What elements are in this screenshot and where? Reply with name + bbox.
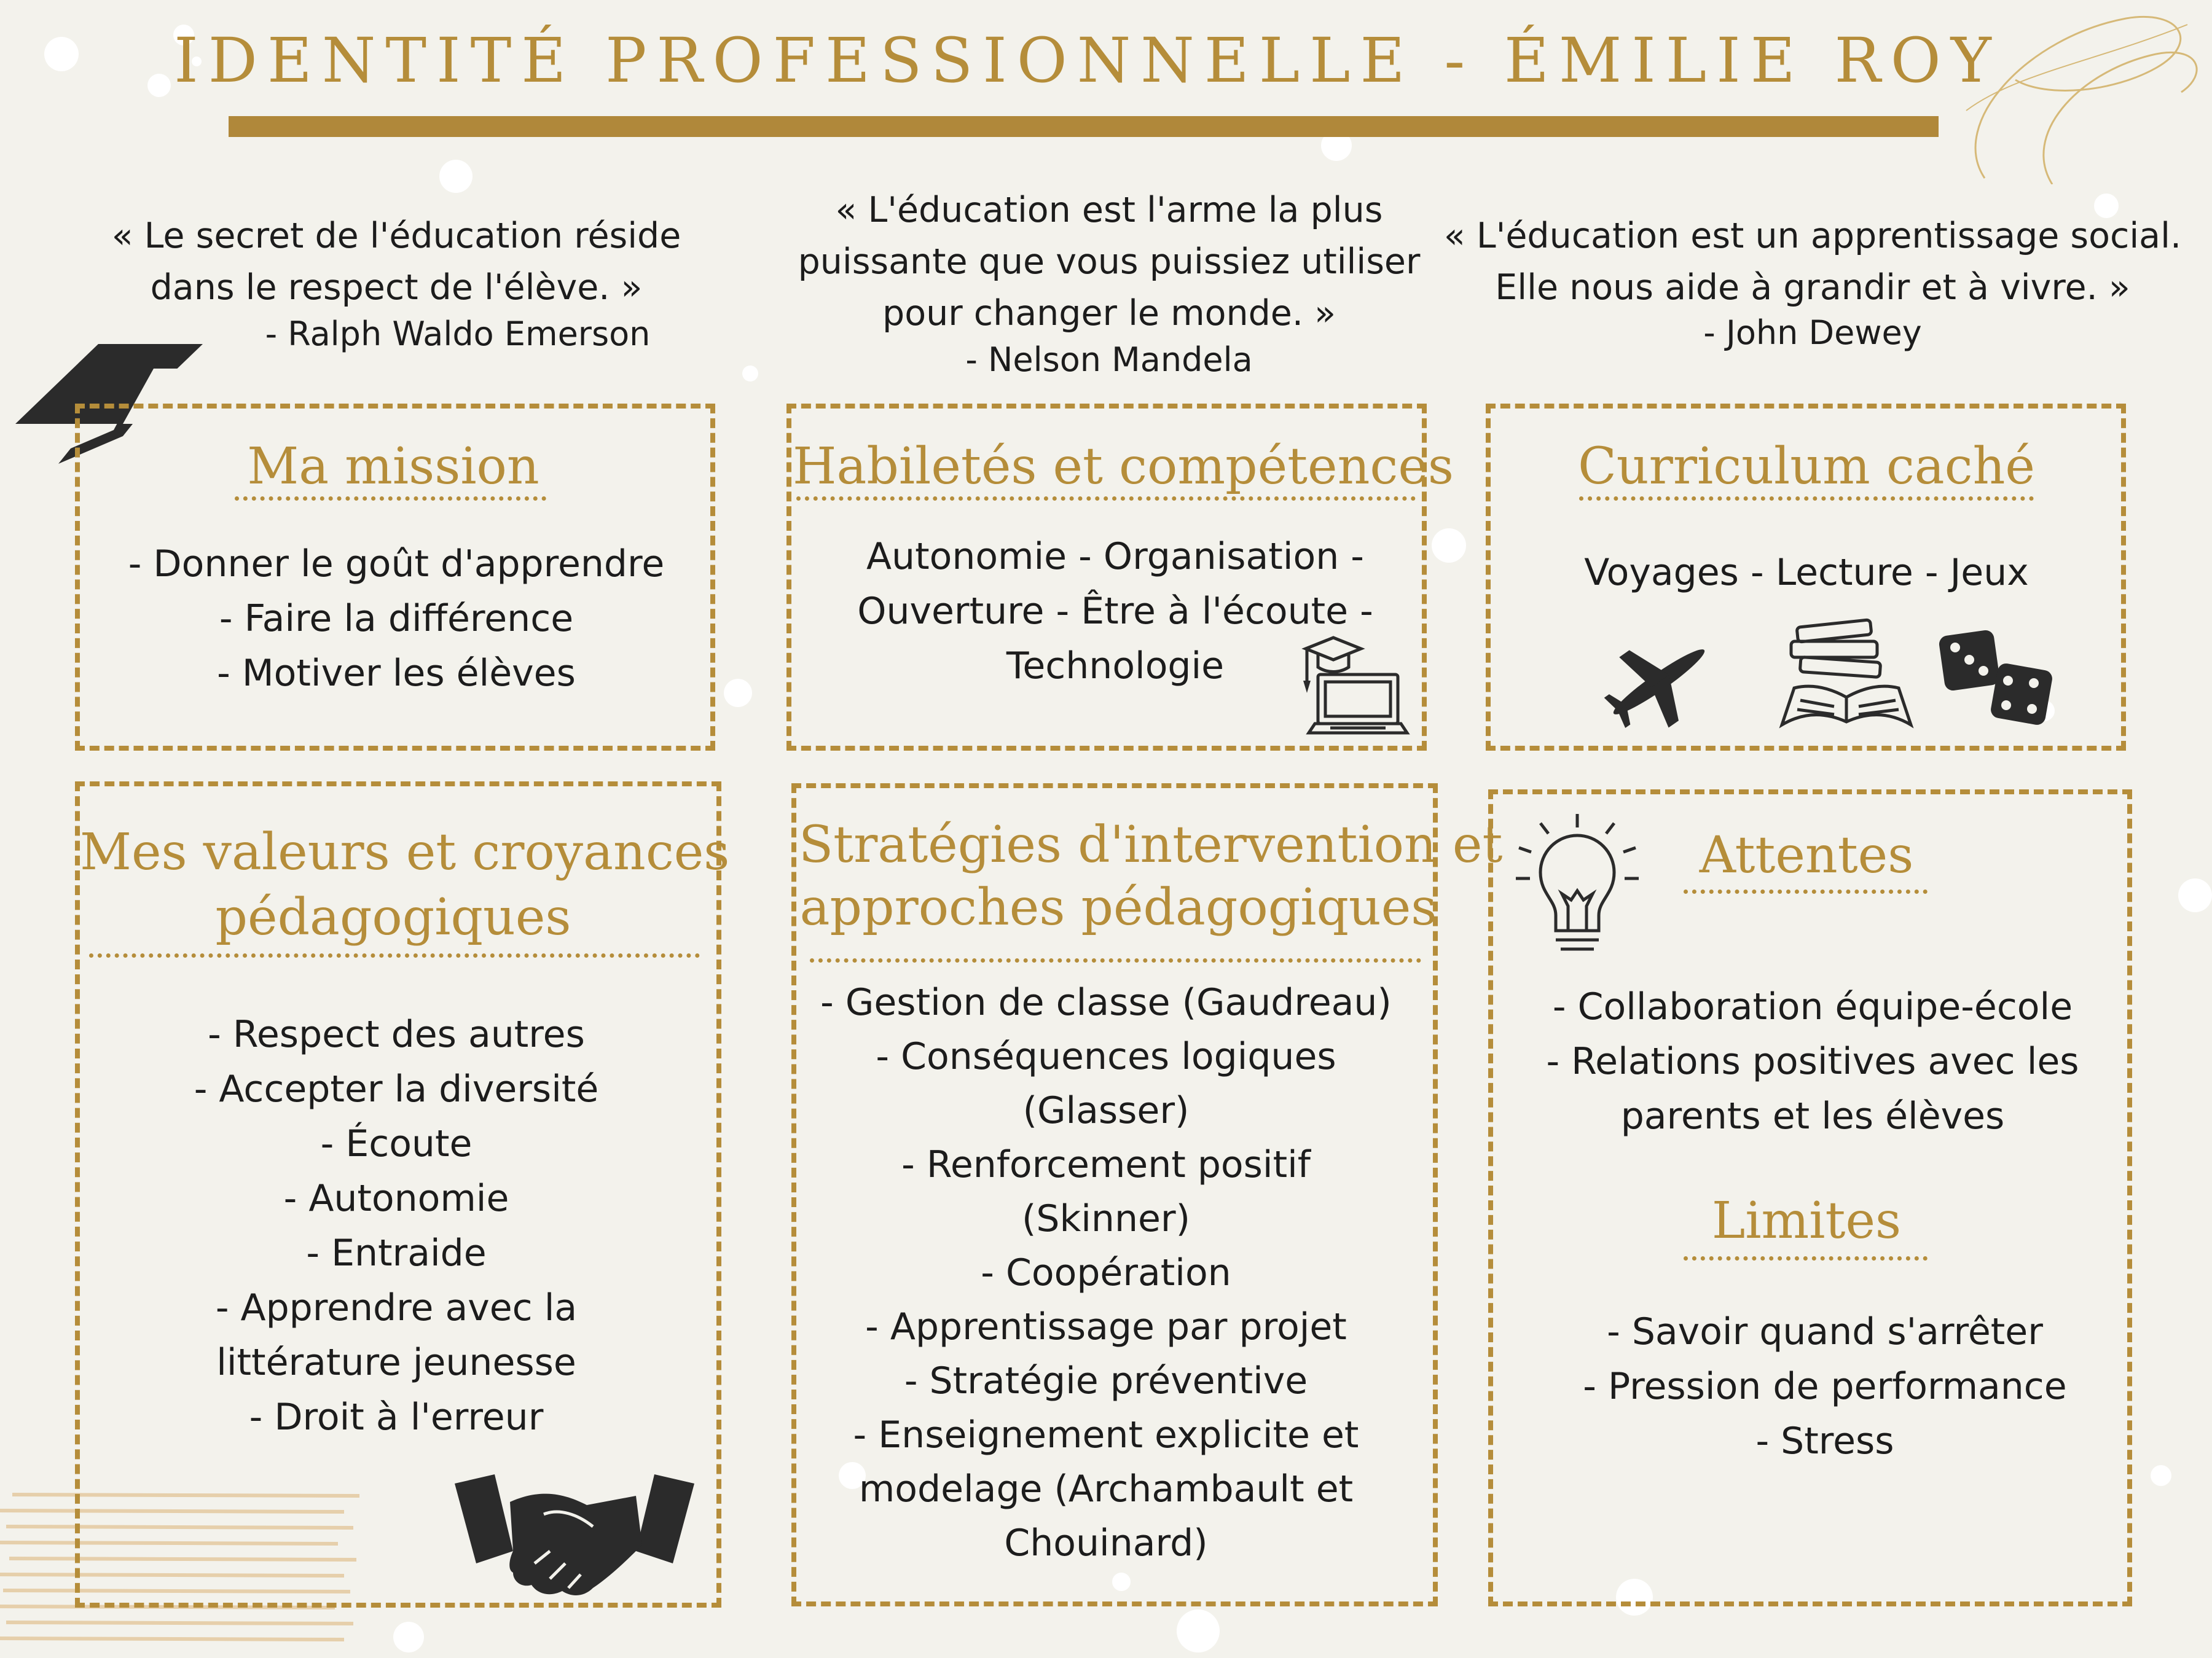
list-item: Autonomie - Organisation -	[866, 535, 1364, 578]
books-icon	[1776, 614, 1917, 737]
mission-list	[80, 537, 713, 701]
decorative-dot	[2178, 878, 2212, 912]
list-item: - Relations positives avec les	[1546, 1040, 2079, 1083]
list-item: modelage (Archambault et	[858, 1468, 1354, 1511]
limites-title-underline	[1684, 1256, 1928, 1261]
airplane-icon	[1598, 620, 1720, 743]
list-item: (Skinner)	[1022, 1197, 1190, 1240]
list-item: - Savoir quand s'arrêter	[1607, 1310, 2043, 1353]
valeurs-title-underline	[89, 953, 700, 958]
list-item: - Droit à l'erreur	[249, 1396, 544, 1439]
strategies-list	[793, 976, 1419, 1570]
decorative-dot	[1177, 1609, 1220, 1652]
list-item: - Stress	[1755, 1420, 1894, 1463]
list-item: - Apprendre avec la	[215, 1286, 578, 1329]
quote-line: pour changer le monde. »	[882, 293, 1336, 334]
list-item: - Entraide	[306, 1232, 487, 1275]
list-item: - Collaboration équipe-école	[1552, 985, 2073, 1028]
quote-line: puissante que vous puissiez utiliser	[798, 241, 1421, 282]
quote-dewey	[1432, 210, 2194, 359]
list-item: Ouverture - Être à l'écoute -	[857, 590, 1373, 633]
strategies-title	[799, 814, 1503, 939]
strategies-title-line: approches pédagogiques	[799, 878, 1437, 937]
curriculum-title: Curriculum caché	[1578, 437, 2035, 496]
page-title: IDENTITÉ PROFESSIONNELLE - ÉMILIE ROY	[174, 25, 2001, 96]
mission-title: Ma mission	[247, 437, 539, 496]
list-item: - Écoute	[320, 1122, 473, 1165]
mission-title-underline	[235, 496, 546, 501]
strategies-title-line: Stratégies d'intervention et	[799, 816, 1503, 874]
quote-author: - Nelson Mandela	[965, 340, 1253, 379]
list-item: - Faire la différence	[219, 597, 574, 640]
quote-line: Elle nous aide à grandir et à vivre. »	[1495, 267, 2130, 308]
decorative-dot	[2151, 1465, 2171, 1486]
list-item: Voyages - Lecture - Jeux	[1584, 551, 2029, 594]
competences-title-underline	[796, 496, 1416, 501]
list-item: littérature jeunesse	[216, 1341, 576, 1384]
title-underline-bar	[229, 116, 1939, 137]
list-item: - Autonomie	[283, 1177, 509, 1220]
list-item: - Accepter la diversité	[194, 1068, 599, 1111]
valeurs-list	[80, 1007, 713, 1445]
list-item: - Enseignement explicite et	[853, 1414, 1359, 1457]
list-item: - Gestion de classe (Gaudreau)	[820, 981, 1392, 1024]
quote-mandela	[771, 184, 1447, 386]
attentes-list	[1493, 980, 2132, 1144]
list-item: - Apprentissage par projet	[865, 1305, 1347, 1348]
valeurs-title-line: pédagogiques	[215, 888, 571, 947]
dice-icon	[1936, 627, 2058, 731]
list-item: - Pression de performance	[1583, 1365, 2067, 1408]
valeurs-title-line: Mes valeurs et croyances	[80, 823, 730, 882]
decorative-dot	[439, 160, 473, 193]
competences-title: Habiletés et compétences	[793, 437, 1454, 496]
list-item: - Motiver les élèves	[217, 652, 576, 695]
list-item: - Donner le goût d'apprendre	[128, 542, 665, 585]
laptop-graduation-icon	[1293, 632, 1416, 742]
quote-line: dans le respect de l'élève. »	[150, 267, 643, 308]
lightbulb-icon	[1513, 814, 1642, 961]
limites-list	[1505, 1305, 2144, 1469]
decorative-dot	[724, 679, 752, 707]
list-item: - Respect des autres	[208, 1013, 585, 1056]
curriculum-list	[1493, 545, 2120, 600]
list-item: - Coopération	[981, 1251, 1231, 1294]
list-item: Chouinard)	[1004, 1522, 1208, 1565]
decorative-dot	[742, 366, 758, 381]
quote-line: « L'éducation est un apprentissage social.	[1443, 216, 2182, 256]
list-item: (Glasser)	[1022, 1089, 1190, 1132]
limites-title: Limites	[1711, 1192, 1902, 1250]
quote-author: - Ralph Waldo Emerson	[265, 315, 651, 353]
attentes-title: Attentes	[1699, 826, 1914, 885]
list-item: parents et les élèves	[1620, 1095, 2005, 1138]
list-item: Technologie	[1006, 644, 1225, 687]
valeurs-title	[80, 820, 730, 950]
handshake-icon	[452, 1471, 697, 1606]
decorative-dot	[393, 1622, 424, 1652]
list-item: - Stratégie préventive	[904, 1359, 1308, 1402]
list-item: - Renforcement positif	[901, 1143, 1311, 1186]
quote-line: « L'éducation est l'arme la plus	[835, 190, 1383, 230]
attentes-title-underline	[1684, 890, 1928, 894]
list-item: - Conséquences logiques	[876, 1035, 1336, 1078]
quote-line: « Le secret de l'éducation réside	[111, 216, 681, 256]
strategies-title-underline	[810, 958, 1421, 963]
curriculum-title-underline	[1579, 496, 2034, 501]
quote-author: - John Dewey	[1703, 313, 1922, 352]
